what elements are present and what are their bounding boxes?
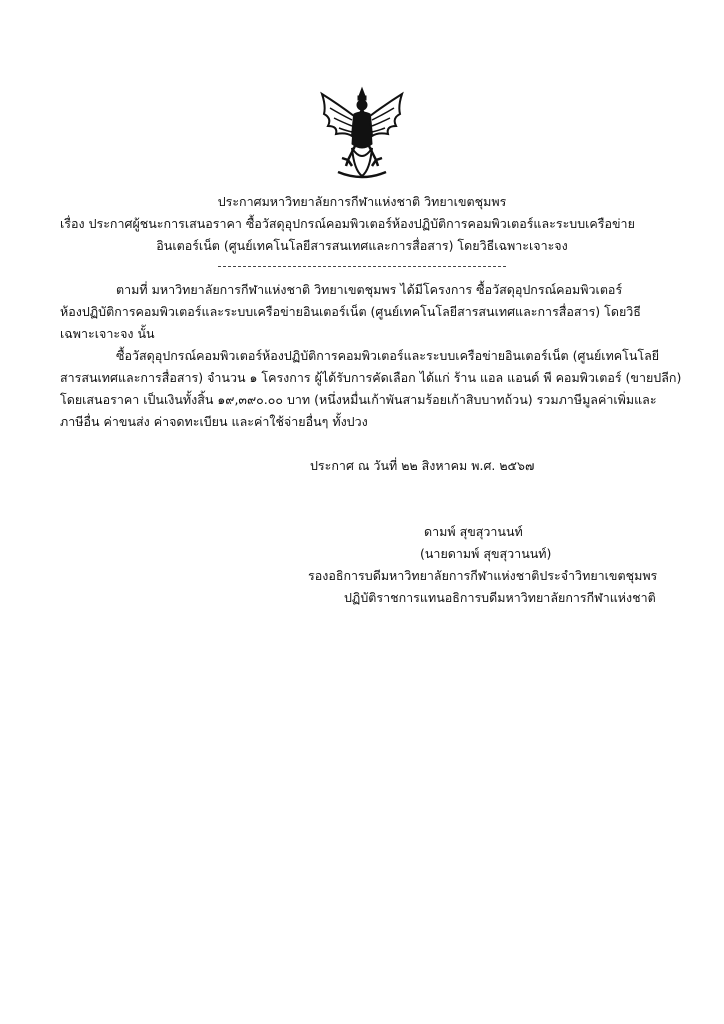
signer-position-2: ปฏิบัติราชการแทนอธิการบดีมหาวิทยาลัยการกีฬาแห่งชาติ	[344, 590, 656, 605]
paragraph-2-line-2: สารสนเทศและการสื่อสาร) จำนวน ๑ โครงการ ผู้ได้รับการคัดเลือก ได้แก่ ร้าน แอล แอนด์ พี คอมพิวเตอร์ (ขายปลีก)	[60, 370, 682, 385]
separator-line	[218, 266, 506, 267]
paragraph-2-line-3: โดยเสนอราคา เป็นเงินทั้งสิ้น ๑๙,๓๙๐.๐๐ บาท (หนึ่งหมื่นเก้าพันสามร้อยเก้าสิบบาทถ้วน) รวมภาษีมูลค่าเพิ่มและ	[60, 392, 657, 407]
paragraph-2-line-1: ซื้อวัสดุอุปกรณ์คอมพิวเตอร์ห้องปฏิบัติการคอมพิวเตอร์และระบบเครือข่ายอินเตอร์เน็ต (ศูนย์เทคโนโลยี	[116, 348, 660, 363]
subject-line-2: อินเตอร์เน็ต (ศูนย์เทคโนโลยีสารสนเทศและการสื่อสาร) โดยวิธีเฉพาะเจาะจง	[156, 238, 568, 253]
signer-position-1: รองอธิการบดีมหาวิทยาลัยการกีฬาแห่งชาติประจำวิทยาเขตชุมพร	[308, 568, 658, 583]
announcement-date: ประกาศ ณ วันที่ ๒๒ สิงหาคม พ.ศ. ๒๕๖๗	[310, 458, 535, 473]
signer-signature-name: ดามพ์ สุขสุวานนท์	[424, 524, 523, 539]
signer-full-name: (นายดามพ์ สุขสุวานนท์)	[420, 546, 552, 561]
announcement-title: ประกาศมหาวิทยาลัยการกีฬาแห่งชาติ วิทยาเขตชุมพร	[217, 194, 507, 209]
garuda-emblem-icon	[312, 84, 412, 184]
paragraph-1-line-2: ห้องปฏิบัติการคอมพิวเตอร์และระบบเครือข่ายอินเตอร์เน็ต (ศูนย์เทคโนโลยีสารสนเทศและการสื่อสาร) โดยวิธี	[60, 304, 641, 319]
subject-line-1: เรื่อง ประกาศผู้ชนะการเสนอราคา ซื้อวัสดุอุปกรณ์คอมพิวเตอร์ห้องปฏิบัติการคอมพิวเตอร์และระบบเครือข่าย	[60, 216, 635, 231]
paragraph-1-line-1: ตามที่ มหาวิทยาลัยการกีฬาแห่งชาติ วิทยาเขตชุมพร ได้มีโครงการ ซื้อวัสดุอุปกรณ์คอมพิวเตอร์	[116, 282, 623, 297]
paragraph-1-line-3: เฉพาะเจาะจง นั้น	[60, 326, 155, 341]
paragraph-2-line-4: ภาษีอื่น ค่าขนส่ง ค่าจดทะเบียน และค่าใช้จ่ายอื่นๆ ทั้งปวง	[60, 414, 368, 429]
